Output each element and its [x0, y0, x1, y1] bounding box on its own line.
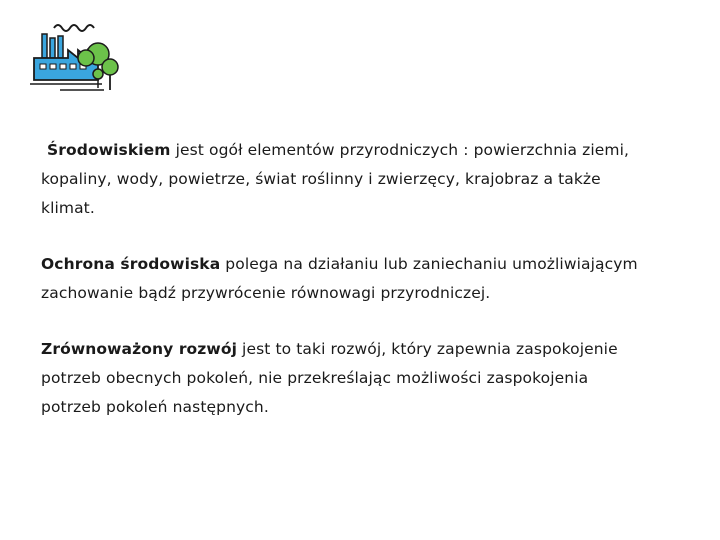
term-environment: Środowiskiem [47, 141, 171, 159]
definition-environment-protection: polega na działaniu lub zaniechaniu umożliwiającym zachowanie bądź przywrócenie równowagi przyrodniczej. [41, 255, 638, 302]
definition-environment: jest ogół elementów przyrodniczych : powierzchnia ziemi, kopaliny, wody, powietrze, świat roślinny i zwierzęcy, krajobraz a także klimat. [41, 141, 630, 217]
term-environment-protection: Ochrona środowiska [41, 255, 221, 273]
definitions-text [41, 136, 641, 422]
paragraph-environment [41, 136, 641, 223]
factory-with-trees-icon [26, 20, 126, 96]
paragraph-environment-protection [41, 250, 641, 308]
term-sustainable-development: Zrównoważony rozwój [41, 340, 238, 358]
definition-sustainable-development: jest to taki rozwój, który zapewnia zaspokojenie potrzeb obecnych pokoleń, nie przekreślając możliwości zaspokojenia potrzeb pokoleń następnych. [41, 340, 618, 416]
paragraph-sustainable-development [41, 335, 641, 422]
